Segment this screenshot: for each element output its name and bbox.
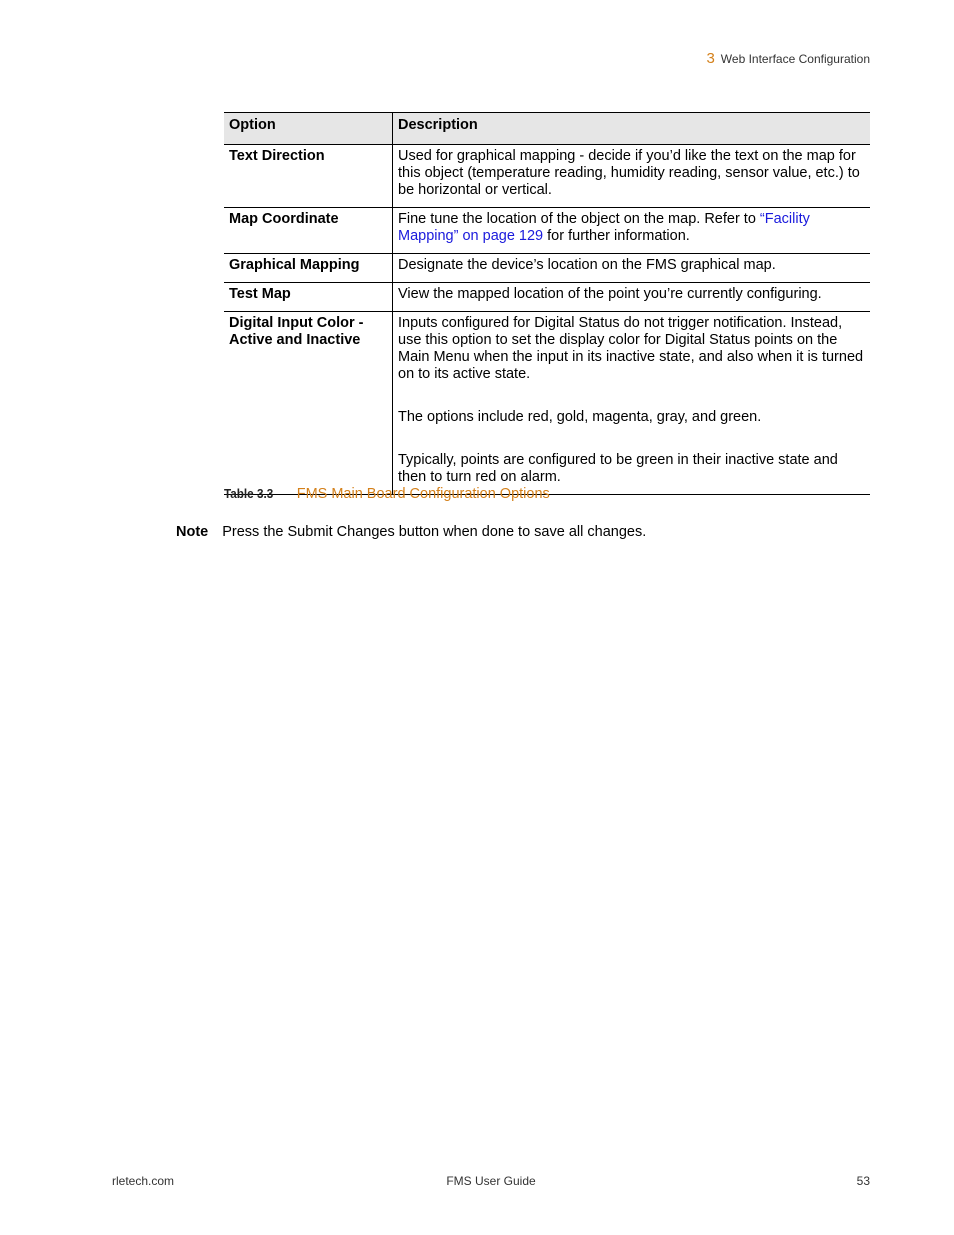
description-text <box>398 211 865 245</box>
table-row <box>224 312 870 495</box>
description-cell <box>393 145 871 208</box>
option-cell: Text Direction <box>224 145 393 208</box>
description-cell <box>393 312 871 495</box>
description-text-before: Fine tune the location of the object on the map. Refer to <box>398 211 760 227</box>
column-header-description: Description <box>393 113 871 145</box>
note-label: Note <box>176 524 209 540</box>
description-text: The options include red, gold, magenta, gray, and green. <box>398 409 762 425</box>
table-row <box>224 283 870 312</box>
table-row <box>224 208 870 254</box>
description-cell <box>393 254 871 283</box>
caption-title: FMS Main Board Configuration Options <box>296 486 550 502</box>
note-text: Press the Submit Changes button when done to save all changes. <box>222 524 647 540</box>
running-header <box>706 50 870 67</box>
option-cell: Graphical Mapping <box>224 254 393 283</box>
column-header-option: Option <box>224 113 393 145</box>
note <box>176 524 646 540</box>
table-header-row <box>224 113 870 145</box>
description-text: Designate the device’s location on the FMS graphical map. <box>398 257 776 273</box>
chapter-title: Web Interface Configuration <box>720 52 870 66</box>
table-row <box>224 254 870 283</box>
footer-doc-title: FMS User Guide <box>446 1174 536 1188</box>
description-text-after: for further information. <box>543 228 690 244</box>
caption-label: Table 3.3 <box>224 486 274 501</box>
option-cell: Digital Input Color - Active and Inactive <box>224 312 393 495</box>
table-row <box>224 145 870 208</box>
option-cell: Test Map <box>224 283 393 312</box>
description-text: View the mapped location of the point you’re currently configuring. <box>398 286 822 302</box>
chapter-number: 3 <box>706 50 715 67</box>
page-number: 53 <box>856 1174 870 1188</box>
option-cell: Map Coordinate <box>224 208 393 254</box>
description-text: Used for graphical mapping - decide if you’d like the text on the map for this object (temperature reading, humidity reading, sensor value, etc.) to be horizontal or vertical. <box>398 148 860 198</box>
facility-mapping-link[interactable]: “Facility Mapping” on page 129 <box>398 211 810 244</box>
description-text: Inputs configured for Digital Status do not trigger notification. Instead, use this option to set the display color for Digital Status points on the Main Menu when the input in its inactive state, and also when it is turned on to its active state. <box>398 315 864 382</box>
footer-website: rletech.com <box>112 1174 175 1188</box>
description-text: Typically, points are configured to be green in their inactive state and then to turn red on alarm. <box>398 452 838 485</box>
description-cell <box>393 208 871 254</box>
options-table <box>224 112 870 495</box>
table-caption <box>224 486 550 502</box>
description-cell <box>393 283 871 312</box>
